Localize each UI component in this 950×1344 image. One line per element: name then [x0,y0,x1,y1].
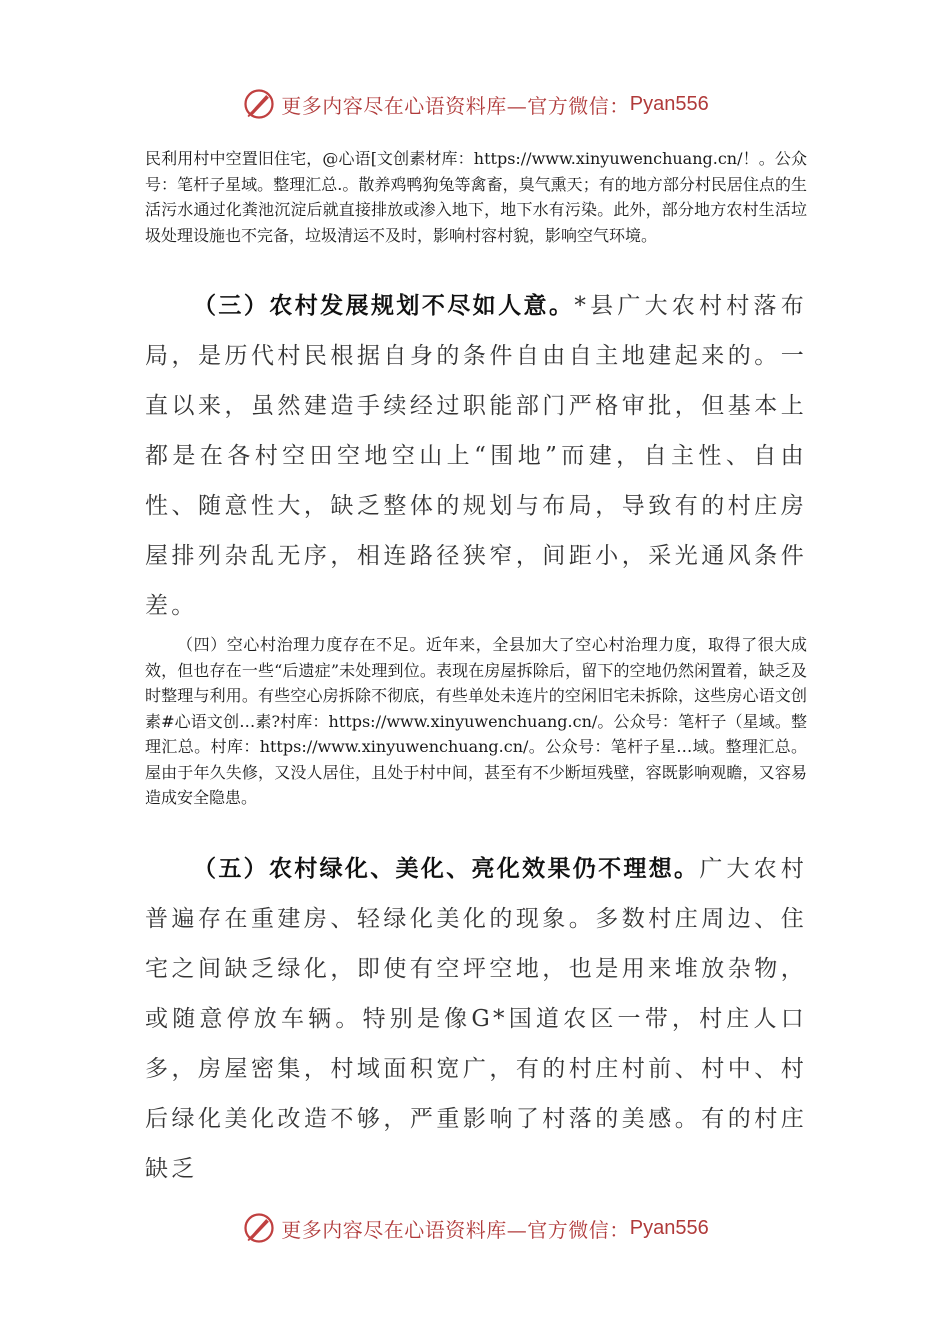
footer-banner [0,1208,950,1248]
header-banner [0,84,950,124]
quill-logo-icon [241,86,277,122]
section-3-heading: （三）农村发展规划不尽如人意。 [193,292,575,319]
section-3-body: *县广大农村村落布局，是历代村民根据自身的条件自由自主地建起来的。一直以来，虽然建造手续经过职能部门严格审批，但基本上都是在各村空田空地空山上“围地”而建，自主性、自由性、随意性大，缺乏整体的规划与布局，导致有的村庄房屋排列杂乱无序，相连路径狭窄，间距小，采光通风条件差。 [145,293,807,619]
quill-logo-icon [241,1210,277,1246]
banner-text: 更多内容尽在心语资料库—官方微信： [281,93,630,118]
banner-wechat-id: Pyan556 [629,1216,709,1239]
section-3 [145,281,807,631]
banner-text: 更多内容尽在心语资料库—官方微信： [281,1217,630,1242]
section-3-paragraph [145,281,807,631]
section-5 [145,844,807,1194]
section-5-body: 广大农村普遍存在重建房、轻绿化美化的现象。多数村庄周边、住宅之间缺乏绿化，即使有空坪空地，也是用来堆放杂物，或随意停放车辆。特别是像G*国道农区一带，村庄人口多，房屋密集，村域面积宽广，有的村庄村前、村中、村后绿化美化改造不够，严重影响了村落的美感。有的村庄缺乏 [145,856,808,1182]
section-4 [145,632,807,811]
section-5-paragraph [145,844,807,1194]
section-continuation [145,146,807,248]
section-5-heading: （五）农村绿化、美化、亮化效果仍不理想。 [193,855,700,882]
continuation-paragraph: 民利用村中空置旧住宅，@心语[文创素材库：https://www.xinyuwenchuang.cn/！。公众号：笔杆子星域。整理汇总.。散养鸡鸭狗兔等禽畜，臭气熏天；有的地方部分村民居住点的生活污水通过化粪池沉淀后就直接排放或渗入地下，地下水有污染。此外，部分地方农村生活垃圾处理设施也不完备，垃圾清运不及时，影响村容村貌，影响空气环境。 [145,149,807,245]
section-4-paragraph: （四）空心村治理力度存在不足。近年来，全县加大了空心村治理力度，取得了很大成效，但也存在一些“后遗症”未处理到位。表现在房屋拆除后，留下的空地仍然闲置着，缺乏及时整理与利用。有些空心房拆除不彻底，有些单处未连片的空闲旧宅未拆除，这些房心语文创素#心语文创…素?村库：https://www.xinyuwenchuang.cn/。公众号：笔杆子（星域。整理汇总。村库：https://www.xinyuwenchuang.cn/。公众号：笔杆子星…域。整理汇总。屋由于年久失修，又没人居住，且处于村中间，甚至有不少断垣残壁，容既影响观瞻，又容易造成安全隐患。 [145,635,807,807]
banner-wechat-id: Pyan556 [629,92,709,115]
